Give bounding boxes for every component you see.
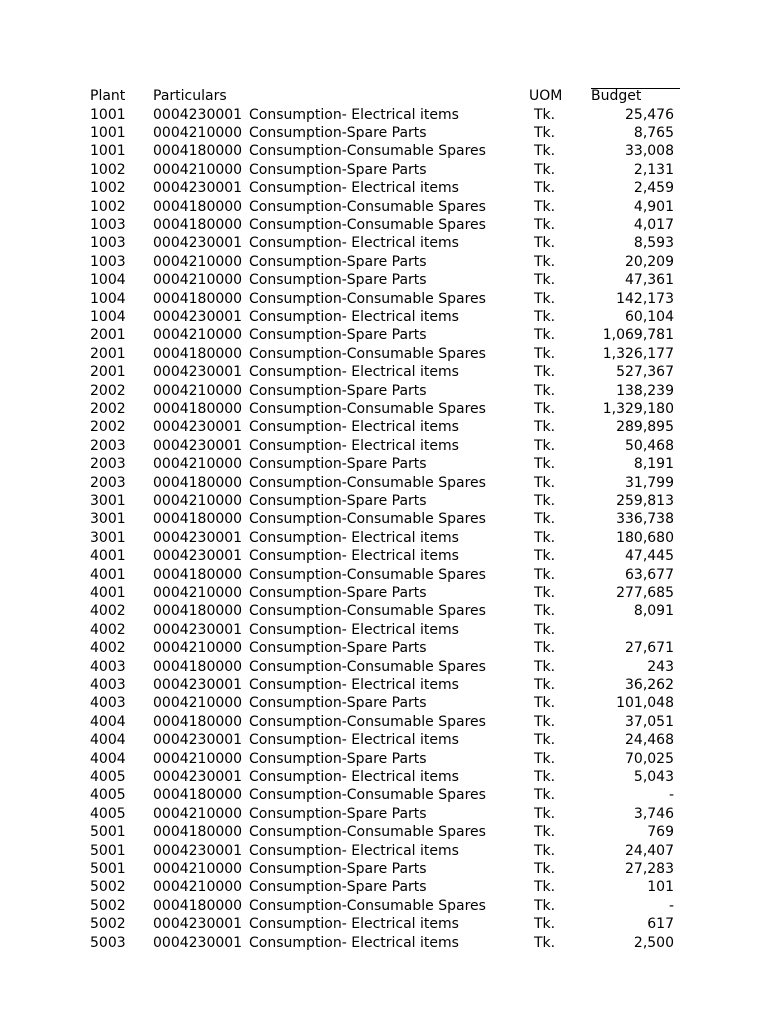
uom-cell: Tk. (534, 493, 556, 509)
uom-cell: Tk. (534, 198, 556, 215)
uom-cell: Tk. (534, 382, 556, 399)
uom-cell: Tk. (534, 805, 556, 822)
particulars-cell: Consumption-Spare Parts (249, 750, 427, 767)
particulars-cell: Consumption-Consumable Spares (249, 198, 486, 215)
account-code-cell: 0004230001 (153, 180, 243, 197)
budget-cell: 47,361 (625, 272, 674, 289)
plant-cell: 1004 (90, 272, 126, 289)
header-particulars: Particulars (153, 88, 227, 104)
budget-cell: 617 (647, 916, 674, 933)
plant-cell: 4005 (90, 805, 126, 822)
uom-cell: Tk. (534, 364, 556, 381)
account-code-cell: 0004180000 (153, 787, 243, 804)
account-code-cell: 0004230001 (153, 934, 243, 951)
plant-cell: 4005 (90, 787, 126, 804)
budget-cell: 138,239 (616, 382, 674, 399)
uom-cell: Tk. (534, 272, 556, 289)
table-row (0, 529, 768, 547)
account-code-cell: 0004180000 (153, 658, 243, 675)
particulars-cell: Consumption-Consumable Spares (249, 566, 486, 583)
budget-cell: 2,500 (633, 934, 674, 951)
account-code-cell: 0004230001 (153, 309, 243, 325)
particulars-cell: Consumption-Spare Parts (249, 861, 427, 877)
uom-cell: Tk. (534, 585, 556, 601)
account-code-cell: 0004230001 (153, 419, 243, 436)
plant-cell: 5001 (90, 861, 126, 877)
particulars-cell: Consumption- Electrical items (249, 934, 459, 951)
account-code-cell: 0004230001 (153, 548, 243, 565)
budget-cell: 277,685 (616, 585, 674, 601)
budget-cell: 63,677 (625, 566, 674, 583)
budget-cell: 3,746 (633, 805, 674, 822)
table-row (0, 676, 768, 694)
table-row (0, 897, 768, 915)
table-row (0, 234, 768, 252)
budget-cell: 769 (647, 824, 674, 841)
plant-cell: 1001 (90, 143, 126, 160)
particulars-cell: Consumption- Electrical items (249, 548, 459, 565)
table-row (0, 768, 768, 786)
uom-cell: Tk. (534, 161, 556, 178)
budget-cell: 4,017 (633, 217, 674, 233)
table-row (0, 290, 768, 308)
table-row (0, 860, 768, 878)
uom-cell: Tk. (534, 529, 556, 546)
plant-cell: 4001 (90, 585, 126, 601)
budget-cell: 243 (647, 658, 674, 675)
uom-cell: Tk. (534, 217, 556, 233)
table-row (0, 216, 768, 234)
particulars-cell: Consumption-Consumable Spares (249, 603, 486, 620)
budget-cell: 259,813 (616, 493, 674, 509)
uom-cell: Tk. (534, 456, 556, 473)
plant-cell: 3001 (90, 529, 126, 546)
budget-cell: 2,459 (633, 180, 674, 197)
plant-cell: 1002 (90, 161, 126, 178)
particulars-cell: Consumption-Spare Parts (249, 161, 427, 178)
budget-cell: 8,765 (633, 125, 674, 141)
account-code-cell: 0004180000 (153, 511, 243, 528)
account-code-cell: 0004230001 (153, 621, 243, 638)
budget-cell: 1,069,781 (602, 327, 674, 344)
account-code-cell: 0004210000 (153, 805, 243, 822)
plant-cell: 4004 (90, 750, 126, 767)
budget-cell: 50,468 (625, 437, 674, 454)
particulars-cell: Consumption-Spare Parts (249, 879, 427, 896)
particulars-cell: Consumption-Consumable Spares (249, 787, 486, 804)
plant-cell: 5003 (90, 934, 126, 951)
uom-cell: Tk. (534, 327, 556, 344)
uom-cell: Tk. (534, 180, 556, 197)
uom-cell: Tk. (534, 419, 556, 436)
budget-cell: 25,476 (625, 106, 674, 123)
budget-cell: 33,008 (625, 143, 674, 160)
particulars-cell: Consumption- Electrical items (249, 732, 459, 749)
table-row (0, 345, 768, 363)
uom-cell: Tk. (534, 401, 556, 417)
budget-cell: - (668, 897, 674, 914)
uom-cell: Tk. (534, 713, 556, 730)
table-row (0, 658, 768, 676)
plant-cell: 4001 (90, 548, 126, 565)
account-code-cell: 0004210000 (153, 253, 243, 270)
particulars-cell: Consumption-Spare Parts (249, 695, 427, 712)
particulars-cell: Consumption- Electrical items (249, 309, 459, 325)
particulars-cell: Consumption-Consumable Spares (249, 658, 486, 675)
plant-cell: 4002 (90, 640, 126, 657)
budget-cell: 20,209 (625, 253, 674, 270)
uom-cell: Tk. (534, 106, 556, 123)
plant-cell: 2002 (90, 382, 126, 399)
uom-cell: Tk. (534, 235, 556, 252)
uom-cell: Tk. (534, 474, 556, 491)
plant-cell: 4002 (90, 621, 126, 638)
uom-cell: Tk. (534, 253, 556, 270)
budget-cell: 37,051 (625, 713, 674, 730)
account-code-cell: 0004230001 (153, 677, 243, 693)
uom-cell: Tk. (534, 861, 556, 877)
particulars-cell: Consumption- Electrical items (249, 180, 459, 197)
account-code-cell: 0004180000 (153, 290, 243, 307)
budget-cell: 1,329,180 (602, 401, 674, 417)
particulars-cell: Consumption-Spare Parts (249, 327, 427, 344)
table-row (0, 694, 768, 712)
table-row (0, 124, 768, 142)
uom-cell: Tk. (534, 566, 556, 583)
particulars-cell: Consumption- Electrical items (249, 529, 459, 546)
table-row (0, 639, 768, 657)
table-row (0, 308, 768, 326)
budget-cell: 24,407 (625, 842, 674, 859)
account-code-cell: 0004180000 (153, 217, 243, 233)
plant-cell: 4003 (90, 677, 126, 693)
particulars-cell: Consumption- Electrical items (249, 916, 459, 933)
budget-cell: - (668, 787, 674, 804)
budget-cell: 101 (647, 879, 674, 896)
account-code-cell: 0004230001 (153, 916, 243, 933)
uom-cell: Tk. (534, 603, 556, 620)
account-code-cell: 0004210000 (153, 640, 243, 657)
account-code-cell: 0004210000 (153, 382, 243, 399)
table-row (0, 474, 768, 492)
particulars-cell: Consumption-Spare Parts (249, 125, 427, 141)
budget-cell: 70,025 (625, 750, 674, 767)
particulars-cell: Consumption- Electrical items (249, 621, 459, 638)
table-row (0, 823, 768, 841)
plant-cell: 2003 (90, 456, 126, 473)
uom-cell: Tk. (534, 309, 556, 325)
account-code-cell: 0004230001 (153, 106, 243, 123)
particulars-cell: Consumption- Electrical items (249, 364, 459, 381)
account-code-cell: 0004180000 (153, 713, 243, 730)
account-code-cell: 0004230001 (153, 235, 243, 252)
uom-cell: Tk. (534, 732, 556, 749)
particulars-cell: Consumption-Spare Parts (249, 382, 427, 399)
budget-cell: 8,091 (633, 603, 674, 620)
uom-cell: Tk. (534, 345, 556, 362)
uom-cell: Tk. (534, 897, 556, 914)
particulars-cell: Consumption-Spare Parts (249, 640, 427, 657)
uom-cell: Tk. (534, 824, 556, 841)
particulars-cell: Consumption- Electrical items (249, 437, 459, 454)
table-row (0, 731, 768, 749)
account-code-cell: 0004180000 (153, 198, 243, 215)
account-code-cell: 0004180000 (153, 474, 243, 491)
uom-cell: Tk. (534, 437, 556, 454)
table-row (0, 253, 768, 271)
table-row (0, 437, 768, 455)
particulars-cell: Consumption-Spare Parts (249, 805, 427, 822)
uom-cell: Tk. (534, 658, 556, 675)
account-code-cell: 0004210000 (153, 125, 243, 141)
account-code-cell: 0004180000 (153, 603, 243, 620)
plant-cell: 5002 (90, 879, 126, 896)
account-code-cell: 0004180000 (153, 566, 243, 583)
budget-cell: 180,680 (616, 529, 674, 546)
account-code-cell: 0004210000 (153, 456, 243, 473)
plant-cell: 1003 (90, 253, 126, 270)
plant-cell: 2002 (90, 419, 126, 436)
table-row (0, 786, 768, 804)
budget-cell: 36,262 (625, 677, 674, 693)
account-code-cell: 0004180000 (153, 824, 243, 841)
plant-cell: 2001 (90, 327, 126, 344)
particulars-cell: Consumption-Consumable Spares (249, 824, 486, 841)
header-uom: UOM (529, 88, 563, 104)
budget-cell: 5,043 (633, 769, 674, 785)
particulars-cell: Consumption- Electrical items (249, 842, 459, 859)
account-code-cell: 0004210000 (153, 493, 243, 509)
plant-cell: 4004 (90, 732, 126, 749)
table-row (0, 382, 768, 400)
plant-cell: 4003 (90, 658, 126, 675)
table-row (0, 805, 768, 823)
table-row (0, 566, 768, 584)
account-code-cell: 0004180000 (153, 897, 243, 914)
table-row (0, 161, 768, 179)
table-row (0, 584, 768, 602)
account-code-cell: 0004230001 (153, 842, 243, 859)
plant-cell: 3001 (90, 493, 126, 509)
account-code-cell: 0004230001 (153, 732, 243, 749)
account-code-cell: 0004210000 (153, 879, 243, 896)
header-budget: Budget (591, 88, 642, 104)
plant-cell: 5001 (90, 842, 126, 859)
plant-cell: 2001 (90, 345, 126, 362)
plant-cell: 5002 (90, 916, 126, 933)
plant-cell: 1004 (90, 290, 126, 307)
plant-cell: 1001 (90, 125, 126, 141)
uom-cell: Tk. (534, 125, 556, 141)
budget-cell: 27,671 (625, 640, 674, 657)
uom-cell: Tk. (534, 695, 556, 712)
particulars-cell: Consumption-Spare Parts (249, 456, 427, 473)
particulars-cell: Consumption- Electrical items (249, 419, 459, 436)
uom-cell: Tk. (534, 290, 556, 307)
table-row (0, 915, 768, 933)
table-row (0, 750, 768, 768)
uom-cell: Tk. (534, 640, 556, 657)
plant-cell: 5002 (90, 897, 126, 914)
particulars-cell: Consumption-Spare Parts (249, 253, 427, 270)
budget-cell: 289,895 (616, 419, 674, 436)
uom-cell: Tk. (534, 621, 556, 638)
account-code-cell: 0004210000 (153, 585, 243, 601)
plant-cell: 1002 (90, 198, 126, 215)
uom-cell: Tk. (534, 787, 556, 804)
uom-cell: Tk. (534, 548, 556, 565)
particulars-cell: Consumption-Consumable Spares (249, 474, 486, 491)
budget-cell: 24,468 (625, 732, 674, 749)
uom-cell: Tk. (534, 934, 556, 951)
table-row (0, 602, 768, 620)
table-row (0, 878, 768, 896)
account-code-cell: 0004180000 (153, 401, 243, 417)
account-code-cell: 0004230001 (153, 437, 243, 454)
table-row (0, 363, 768, 381)
particulars-cell: Consumption-Consumable Spares (249, 401, 486, 417)
particulars-cell: Consumption- Electrical items (249, 677, 459, 693)
uom-cell: Tk. (534, 842, 556, 859)
account-code-cell: 0004180000 (153, 143, 243, 160)
budget-cell: 8,593 (633, 235, 674, 252)
particulars-cell: Consumption- Electrical items (249, 769, 459, 785)
particulars-cell: Consumption-Consumable Spares (249, 345, 486, 362)
plant-cell: 2002 (90, 401, 126, 417)
table-row (0, 455, 768, 473)
account-code-cell: 0004230001 (153, 529, 243, 546)
account-code-cell: 0004180000 (153, 345, 243, 362)
table-row (0, 621, 768, 639)
budget-cell: 1,326,177 (602, 345, 674, 362)
particulars-cell: Consumption-Consumable Spares (249, 713, 486, 730)
plant-cell: 4002 (90, 603, 126, 620)
account-code-cell: 0004210000 (153, 272, 243, 289)
plant-cell: 4003 (90, 695, 126, 712)
plant-cell: 2001 (90, 364, 126, 381)
account-code-cell: 0004210000 (153, 695, 243, 712)
plant-cell: 4004 (90, 713, 126, 730)
table-row (0, 492, 768, 510)
table-row (0, 326, 768, 344)
table-row (0, 142, 768, 160)
budget-cell: 142,173 (616, 290, 674, 307)
particulars-cell: Consumption- Electrical items (249, 106, 459, 123)
table-row (0, 842, 768, 860)
particulars-cell: Consumption-Consumable Spares (249, 143, 486, 160)
plant-cell: 4005 (90, 769, 126, 785)
table-row (0, 418, 768, 436)
header-plant: Plant (90, 88, 126, 104)
uom-cell: Tk. (534, 916, 556, 933)
particulars-cell: Consumption-Spare Parts (249, 493, 427, 509)
plant-cell: 2003 (90, 437, 126, 454)
budget-cell: 527,367 (616, 364, 674, 381)
uom-cell: Tk. (534, 677, 556, 693)
particulars-cell: Consumption-Consumable Spares (249, 897, 486, 914)
uom-cell: Tk. (534, 143, 556, 160)
budget-cell: 27,283 (625, 861, 674, 877)
uom-cell: Tk. (534, 511, 556, 528)
plant-cell: 1001 (90, 106, 126, 123)
account-code-cell: 0004210000 (153, 327, 243, 344)
plant-cell: 1003 (90, 217, 126, 233)
table-row (0, 179, 768, 197)
plant-cell: 4001 (90, 566, 126, 583)
account-code-cell: 0004230001 (153, 364, 243, 381)
account-code-cell: 0004210000 (153, 161, 243, 178)
uom-cell: Tk. (534, 769, 556, 785)
plant-cell: 1002 (90, 180, 126, 197)
plant-cell: 1003 (90, 235, 126, 252)
budget-cell: 4,901 (633, 198, 674, 215)
particulars-cell: Consumption-Consumable Spares (249, 511, 486, 528)
table-row (0, 713, 768, 731)
budget-cell: 31,799 (625, 474, 674, 491)
table-row (0, 510, 768, 528)
particulars-cell: Consumption- Electrical items (249, 235, 459, 252)
table-row (0, 106, 768, 124)
particulars-cell: Consumption-Spare Parts (249, 272, 427, 289)
plant-cell: 2003 (90, 474, 126, 491)
budget-cell: 47,445 (625, 548, 674, 565)
plant-cell: 1004 (90, 309, 126, 325)
budget-cell: 60,104 (625, 309, 674, 325)
header-row (0, 87, 768, 105)
account-code-cell: 0004210000 (153, 750, 243, 767)
table-row (0, 271, 768, 289)
uom-cell: Tk. (534, 879, 556, 896)
budget-cell: 336,738 (616, 511, 674, 528)
account-code-cell: 0004230001 (153, 769, 243, 785)
particulars-cell: Consumption-Consumable Spares (249, 290, 486, 307)
uom-cell: Tk. (534, 750, 556, 767)
particulars-cell: Consumption-Spare Parts (249, 585, 427, 601)
table-row (0, 400, 768, 418)
plant-cell: 5001 (90, 824, 126, 841)
table-row (0, 934, 768, 952)
table-row (0, 198, 768, 216)
plant-cell: 3001 (90, 511, 126, 528)
budget-cell: 8,191 (633, 456, 674, 473)
account-code-cell: 0004210000 (153, 861, 243, 877)
table-row (0, 547, 768, 565)
budget-cell: 2,131 (633, 161, 674, 178)
particulars-cell: Consumption-Consumable Spares (249, 217, 486, 233)
budget-cell: 101,048 (616, 695, 674, 712)
